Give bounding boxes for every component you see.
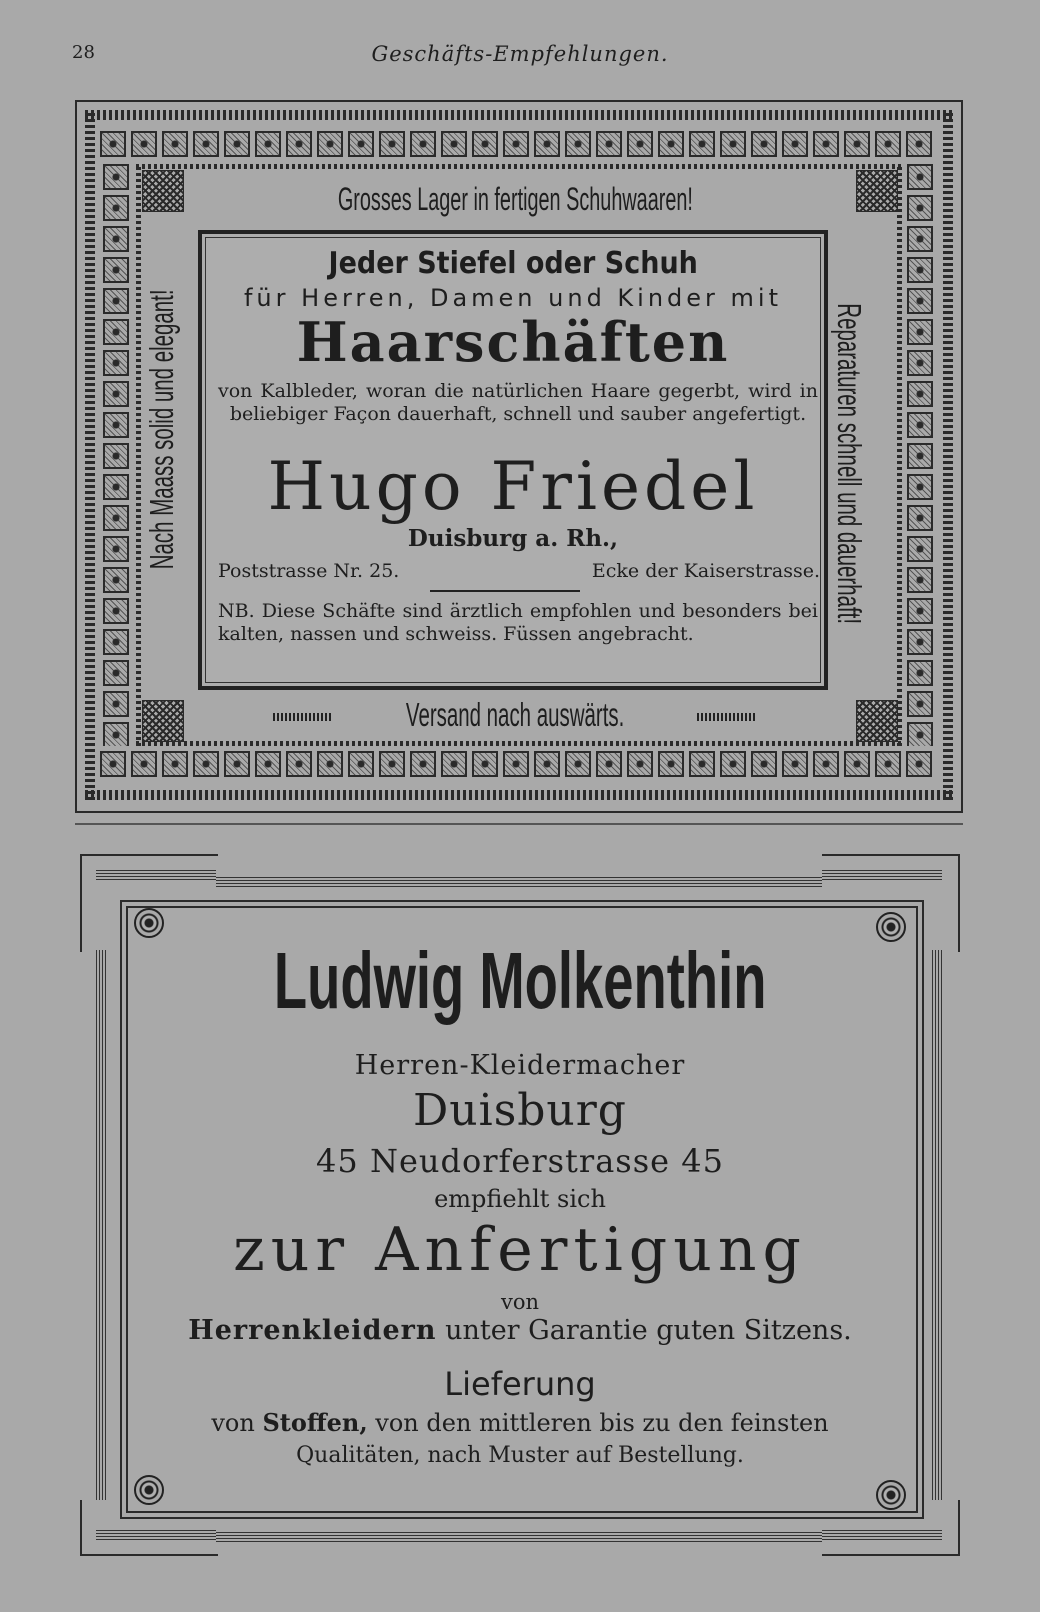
ad1-subheadline: für Herren, Damen und Kinder mit [243,284,782,312]
corner-ornament [856,700,898,742]
page-number: 28 [72,42,95,63]
ad1-city: Duisburg a. Rh., [407,525,619,552]
ad2-fabrics-bold: Stoffen, [262,1408,368,1437]
rule-ornament [697,713,757,721]
ad2-qualities: Qualitäten, nach Muster auf Bestellung. [296,1443,744,1468]
ad2-fabrics [150,1408,890,1437]
ad1-product: Haarschäften [296,310,730,374]
ad2-merchant-name: Ludwig Molkenthin [273,936,767,1025]
corner-ornament [142,170,184,212]
ad2-offer-rest: unter Garantie guten Sitzens. [436,1315,852,1346]
ad2-city: Duisburg [413,1085,627,1136]
ad1-corner-street: Ecke der Kaiserstrasse. [591,560,820,582]
ad2-headline: zur Anfertigung [233,1215,807,1285]
ad2-offer-bold: Herrenkleidern [188,1315,437,1346]
ad1-top-banner: Grosses Lager in fertigen Schuhwaaren! [337,181,693,217]
ad1-bottom-banner: Versand nach auswärts. [200,693,830,737]
ad2-fabrics-pre: von [211,1409,263,1437]
ad2-von: von [500,1290,540,1314]
ad-divider [75,823,963,825]
ad1-street: Poststrasse Nr. 25. [218,560,400,582]
ad1-description: von Kalbleder, woran die natürlichen Haare gegerbt, wird in beliebiger Façon dauerhaft, schnell und sauber angefertigt. [218,380,818,425]
running-head: Geschäfts-Empfehlungen. [371,42,669,66]
ad1-note: NB. Diese Schäfte sind ärztlich empfohlen und besonders bei kalten, nassen und schweiss. Füssen angebracht. [218,600,818,645]
rosette-ornament [134,908,164,938]
ad2-trade: Herren-Kleidermacher [354,1050,686,1081]
rule-ornament [273,713,333,721]
ad2-offer [150,1315,890,1346]
ad2-delivery: Lieferung [444,1365,596,1403]
ad2-fabrics-rest: von den mittleren bis zu den feinsten [367,1409,829,1437]
ad2-recommends: empfiehlt sich [434,1185,606,1213]
ad2-street: 45 Neudorferstrasse 45 [316,1142,724,1180]
ad1-headline: Jeder Stiefel oder Schuh [328,246,698,281]
corner-ornament [142,700,184,742]
rosette-ornament [134,1475,164,1505]
ad1-left-side-text: Nach Maass solid und elegant! [143,289,180,570]
ad1-separator [430,590,580,592]
ad1-right-side-text: Reparaturen schnell und dauerhaft! [831,303,868,625]
rosette-ornament [876,1480,906,1510]
ad1-merchant-name: Hugo Friedel [267,448,759,525]
